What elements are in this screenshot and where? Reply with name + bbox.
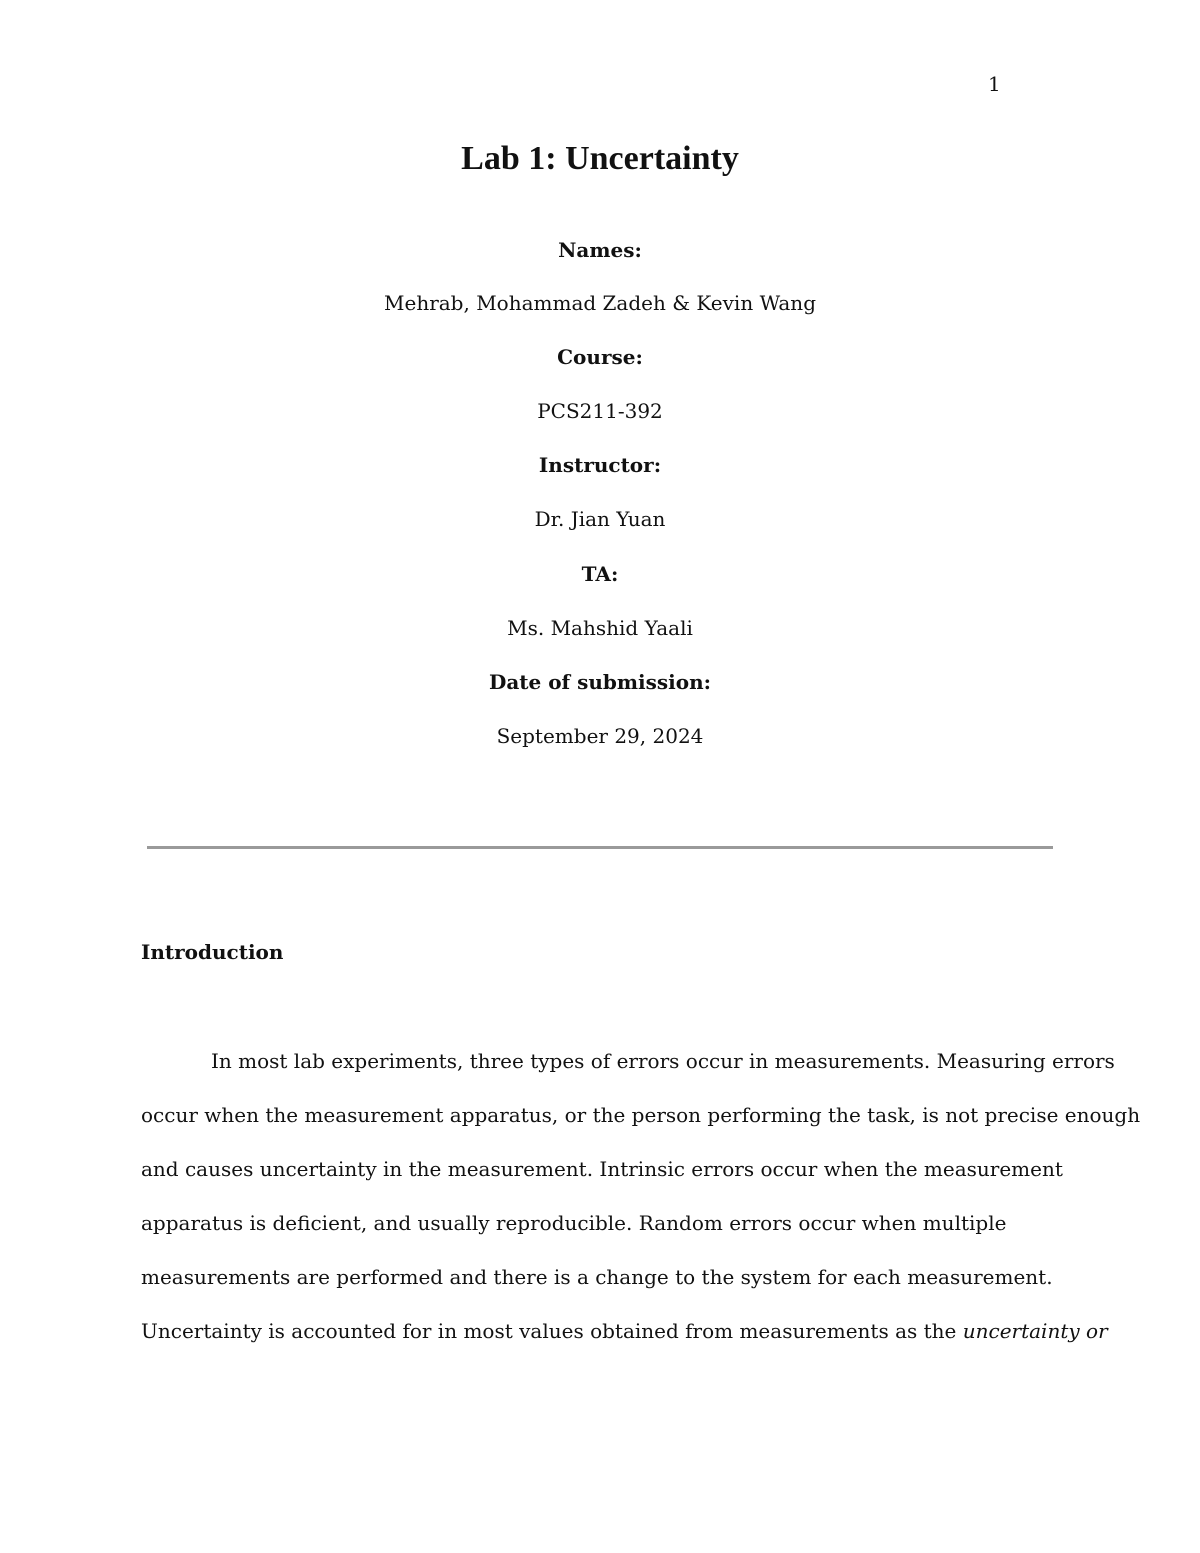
date-label: Date of submission: [488, 670, 712, 694]
intro-line-2: occur when the measurement apparatus, or the person performing the task, is not precise enough [141, 1103, 1141, 1127]
intro-line-6-italic: uncertainty or [962, 1319, 1108, 1343]
section-divider [147, 846, 1053, 849]
instructor-label: Instructor: [538, 453, 662, 477]
ta-value: Ms. Mahshid Yaali [507, 616, 693, 640]
intro-line-6 [141, 1319, 1108, 1343]
intro-line-6-text: Uncertainty is accounted for in most values obtained from measurements as the [141, 1319, 963, 1343]
course-value: PCS211-392 [537, 399, 663, 423]
course-label: Course: [557, 345, 643, 369]
names-label: Names: [558, 238, 642, 262]
introduction-heading: Introduction [141, 940, 284, 964]
ta-label: TA: [581, 562, 619, 586]
names-value: Mehrab, Mohammad Zadeh & Kevin Wang [384, 291, 816, 315]
intro-line-3: and causes uncertainty in the measurement. Intrinsic errors occur when the measurement [141, 1157, 1063, 1181]
document-title: Lab 1: Uncertainty [461, 140, 739, 177]
intro-line-5: measurements are performed and there is a change to the system for each measurement. [141, 1265, 1053, 1289]
intro-line-1: In most lab experiments, three types of errors occur in measurements. Measuring errors [211, 1049, 1115, 1073]
intro-line-4: apparatus is deficient, and usually reproducible. Random errors occur when multiple [141, 1211, 1007, 1235]
instructor-value: Dr. Jian Yuan [534, 507, 666, 531]
date-value: September 29, 2024 [496, 724, 704, 748]
page-number: 1 [988, 72, 1001, 96]
